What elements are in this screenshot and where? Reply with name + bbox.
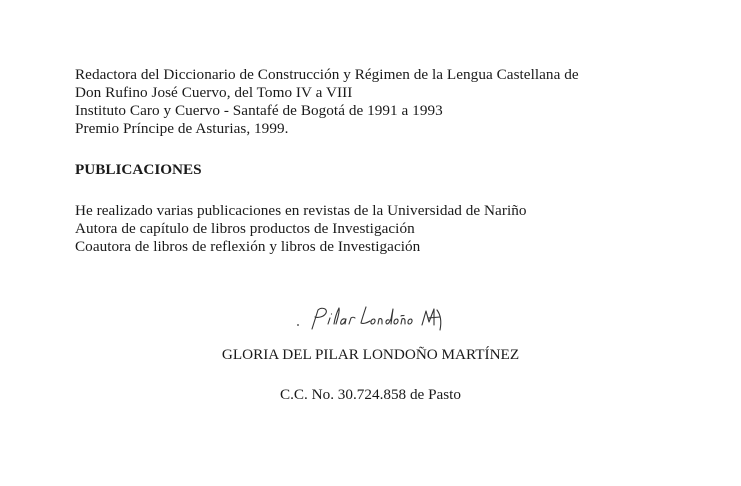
experience-line: Instituto Caro y Cuervo - Santafé de Bogotá de 1991 a 1993: [75, 102, 443, 119]
handwritten-signature: [290, 298, 460, 338]
publication-line: Coautora de libros de reflexión y libros de Investigación: [75, 238, 421, 255]
signature-graphic: [290, 298, 460, 338]
publications-heading: PUBLICACIONES: [75, 161, 202, 178]
publications-section: [75, 202, 695, 256]
publication-line: Autora de capítulo de libros productos de Investigación: [75, 220, 415, 237]
signer-name: GLORIA DEL PILAR LONDOÑO MARTÍNEZ: [221, 346, 520, 363]
experience-line: Redactora del Diccionario de Construcción y Régimen de la Lengua Castellana de: [75, 66, 579, 83]
publication-line: He realizado varias publicaciones en revistas de la Universidad de Nariño: [75, 202, 527, 219]
signer-id-number: C.C. No. 30.724.858 de Pasto: [280, 386, 461, 403]
experience-section: [75, 66, 695, 138]
experience-line: Premio Príncipe de Asturias, 1999.: [75, 120, 289, 137]
experience-line: Don Rufino José Cuervo, del Tomo IV a VIII: [75, 84, 353, 101]
